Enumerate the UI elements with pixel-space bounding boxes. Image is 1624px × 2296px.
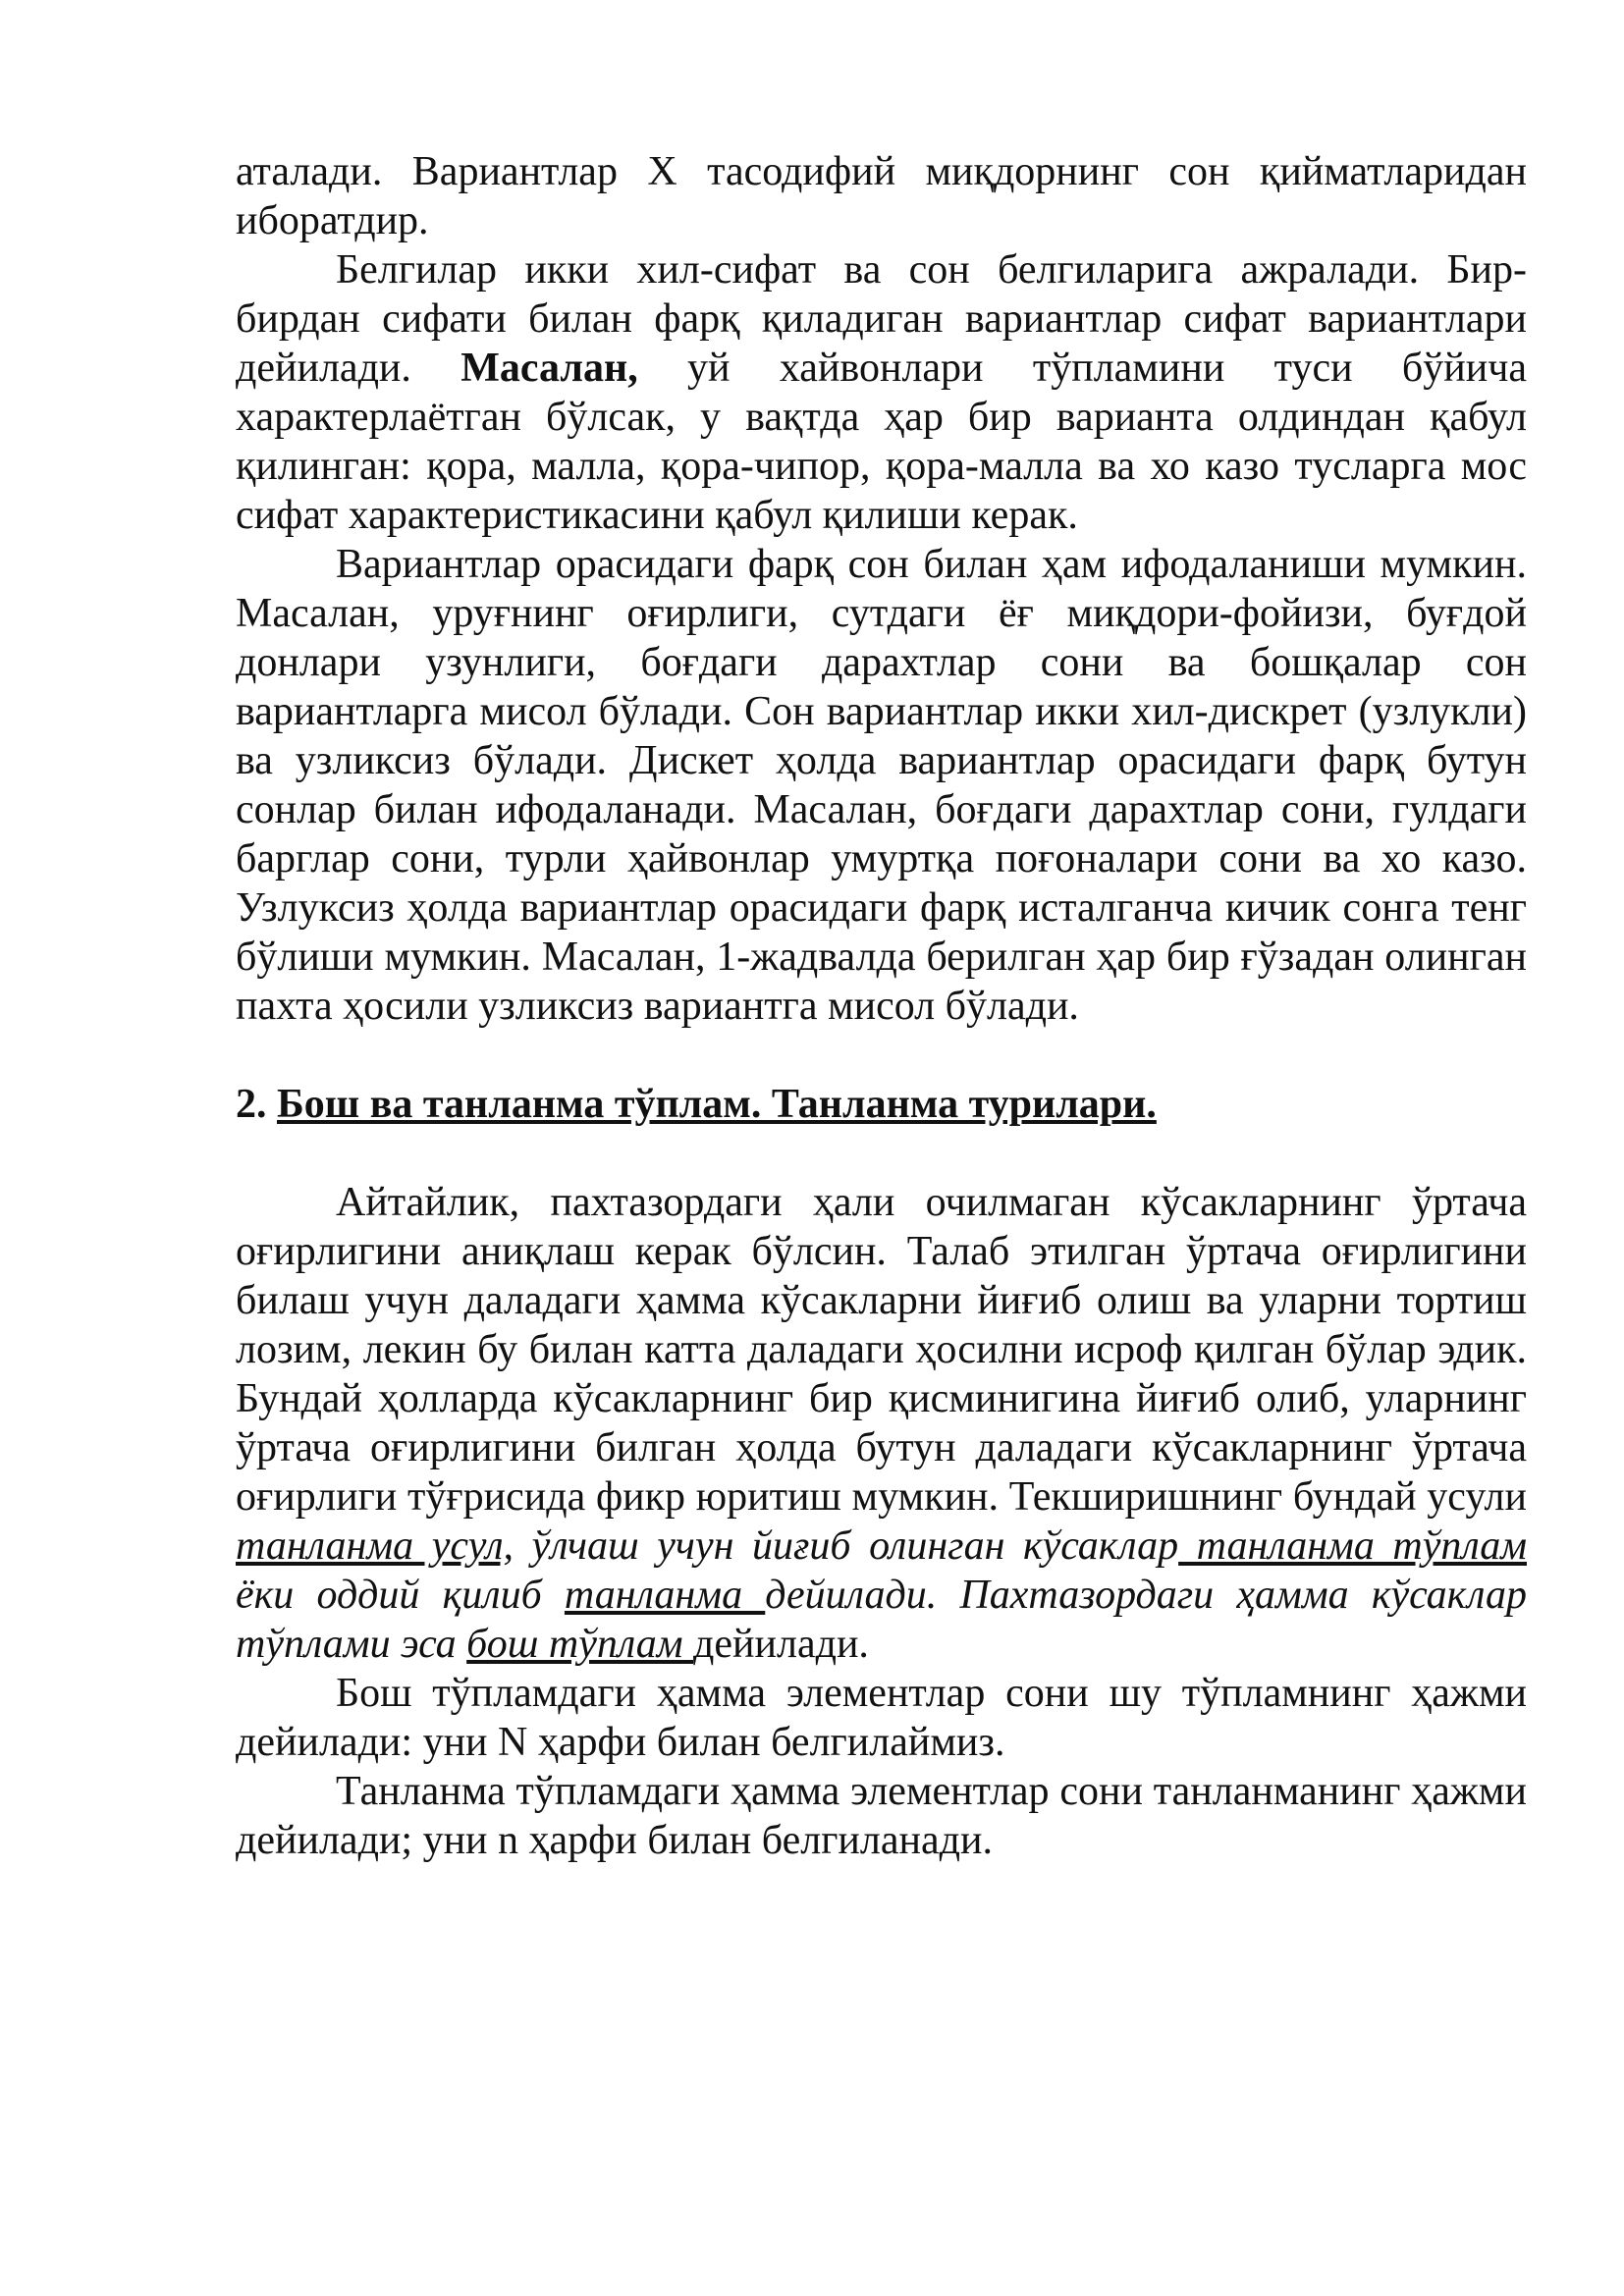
text-segment: Айтайлик, пахтазордаги ҳали очилмаган кўсакларнинг ўртача оғирлигини аниқлаш керак бўлсин. Талаб этилган ўртача оғирлигини билаш учун даладаги ҳамма кўсакларни йиғиб олиш ва уларни тортиш лозим, лекин бу билан катта даладаги ҳосилни исроф қилган бўлар эдик. Бундай ҳолларда кўсакларнинг бир қисминигина йиғиб олиб, уларнинг ўртача оғирлигини билган ҳолда бутун даладаги кўсакларнинг ўртача оғирлиги тўғрисида фикр юритиш мумкин. Текширишнинг бундай усули [236,1180,1527,1520]
bold-example-label: Масалан, [460,346,638,391]
paragraph-qualitative-variants [236,245,1527,540]
term-sample-set: танланма тўплам [1178,1523,1527,1569]
paragraph-sample-definition [236,1178,1527,1669]
text-segment: дейилади. [693,1622,869,1667]
section-title: Бош ва танланма тўплам. Танланма турилари. [277,1082,1157,1127]
section-heading [236,1080,1527,1129]
paragraph-sample-size: Танланма тўпламдаги ҳамма элементлар сони танланманинг ҳажми дейилади; уни n ҳарфи билан белгиланади. [236,1769,1527,1863]
paragraph-variants-definition: аталади. Вариантлар Х тасодифий миқдорнинг сон қийматларидан иборатдир. [236,149,1527,243]
text-segment-italic: ўлчаш учун йиғиб олинган кўсаклар [514,1523,1179,1569]
paragraph-population-size: Бош тўпламдаги ҳамма элементлар сони шу тўпламнинг ҳажми дейилади: уни N ҳарфи билан белгилаймиз. [236,1671,1527,1765]
term-sample-method: танланма усул, [236,1523,514,1569]
paragraph-numeric-variants: Вариантлар орасидаги фарқ сон билан ҳам ифодаланиши мумкин. Масалан, уруғнинг оғирлиги, сутдаги ёғ миқдори-фойизи, буғдой донлари узунлиги, боғдаги дарахтлар сони ва бошқалар сон вариантларга мисол бўлади. Сон вариантлар икки хил-дискрет (узлукли) ва узликсиз бўлади. Дискет ҳолда вариантлар орасидаги фарқ бутун сонлар билан ифодаланади. Масалан, боғдаги дарахтлар сони, гулдаги барглар сони, турли ҳайвонлар умуртқа поғоналари сони ва хо казо. Узлуксиз ҳолда вариантлар орасидаги фарқ исталганча кичик сонга тенг бўлиши мумкин. Масалан, 1-жадвалда берилган ҳар бир ғўзадан олинган пахта ҳосили узликсиз вариантга мисол бўлади. [236,542,1527,1029]
term-population: бош тўплам [466,1622,694,1667]
text-segment: уй хайвонлари тўпламини туси бўйича характерлаётган бўлсак, у вақтда ҳар бир варианта олдиндан қабул қилинган: қора, малла, қора-чипор, қора-малла ва хо казо тусларга мос сифат характеристикасини қабул қилиши керак. [236,346,1527,538]
section-number: 2. [236,1082,267,1127]
document-page [236,147,1527,1865]
term-sample: танланма [564,1573,766,1618]
text-segment: Белгилар икки хил-сифат ва сон белгиларига ажралади. Бир-бирдан сифати билан фарқ қиладиган вариантлар сифат вариантлари дейилади. [236,247,1527,391]
text-segment-italic: ёки оддий қилиб [236,1573,565,1618]
text-segment-italic: дейилади. Пахтазордаги ҳамма кўсаклар тўплами эса [236,1573,1527,1667]
